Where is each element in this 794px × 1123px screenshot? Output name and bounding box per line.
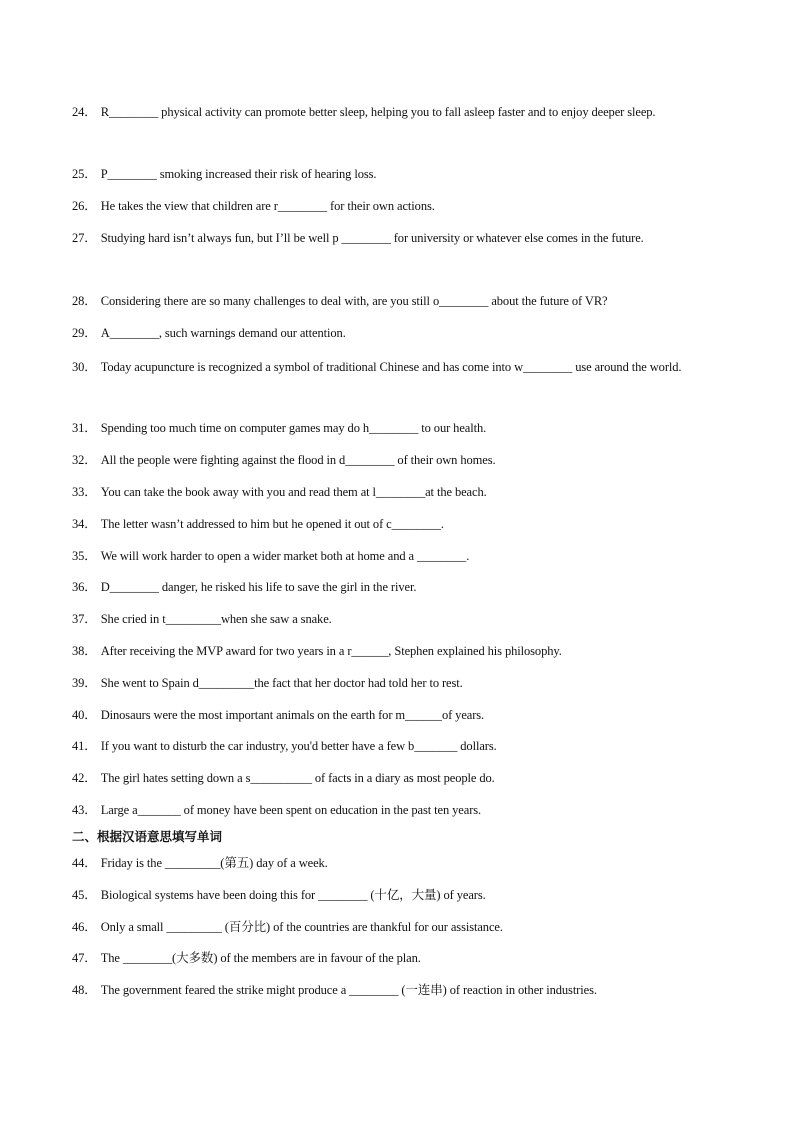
question-number: 28．	[72, 294, 97, 308]
question-number: 38．	[72, 644, 97, 658]
question-number: 47．	[72, 951, 97, 965]
question-text: Dinosaurs were the most important animals on the earth for m______of years.	[100, 708, 485, 722]
question-36	[72, 577, 732, 597]
question-text: Spending too much time on computer games may do h________ to our health.	[100, 421, 487, 435]
question-33	[72, 482, 732, 502]
question-text: He takes the view that children are r________ for their own actions.	[100, 199, 435, 213]
question-number: 35．	[72, 549, 97, 563]
question-29	[72, 323, 732, 343]
question-number: 33．	[72, 485, 97, 499]
question-30	[72, 351, 732, 383]
question-number: 37．	[72, 612, 97, 626]
question-number: 40．	[72, 708, 97, 722]
question-number: 46．	[72, 920, 97, 934]
question-text: You can take the book away with you and read them at l________at the beach.	[100, 485, 487, 499]
question-40	[72, 705, 732, 725]
question-text: The letter wasn’t addressed to him but he opened it out of c________.	[100, 517, 444, 531]
question-45	[72, 885, 732, 905]
question-text: A________, such warnings demand our attention.	[100, 326, 346, 340]
question-34	[72, 514, 732, 534]
question-35	[72, 546, 732, 566]
question-number: 32．	[72, 453, 97, 467]
question-43	[72, 800, 732, 820]
question-text: After receiving the MVP award for two years in a r______, Stephen explained his philosophy.	[100, 644, 562, 658]
question-text: We will work harder to open a wider market both at home and a ________.	[100, 549, 470, 563]
question-text: She went to Spain d_________the fact that her doctor had told her to rest.	[100, 676, 463, 690]
question-47	[72, 948, 732, 968]
section-title: 二、根据汉语意思填写单词	[72, 829, 223, 844]
question-32	[72, 450, 732, 470]
question-31	[72, 418, 732, 438]
question-number: 36．	[72, 580, 97, 594]
question-text: Studying hard isn’t always fun, but I’ll be well p ________ for university or whatever else comes in the future.	[100, 231, 644, 245]
question-number: 44．	[72, 856, 97, 870]
question-text: The girl hates setting down a s__________ of facts in a diary as most people do.	[100, 771, 495, 785]
question-text: If you want to disturb the car industry, you'd better have a few b_______ dollars.	[100, 739, 497, 753]
question-text: Only a small _________ (百分比) of the countries are thankful for our assistance.	[100, 920, 503, 934]
question-text: Considering there are so many challenges to deal with, are you still o________ about the future of VR?	[100, 294, 608, 308]
question-number: 39．	[72, 676, 97, 690]
question-text: Today acupuncture is recognized a symbol of traditional Chinese and has come into w________ use around the world.	[100, 360, 682, 374]
question-number: 25．	[72, 167, 97, 181]
question-text: Friday is the _________(第五) day of a week.	[100, 856, 328, 870]
question-text: P________ smoking increased their risk of hearing loss.	[100, 167, 377, 181]
question-text: Large a_______ of money have been spent on education in the past ten years.	[100, 803, 482, 817]
question-number: 30．	[72, 360, 97, 374]
question-27	[72, 228, 732, 248]
question-24	[72, 96, 732, 128]
question-number: 48．	[72, 983, 97, 997]
question-text: The government feared the strike might produce a ________ (一连串) of reaction in other industries.	[100, 983, 597, 997]
question-28	[72, 291, 732, 311]
question-44	[72, 853, 732, 873]
question-text: D________ danger, he risked his life to save the girl in the river.	[100, 580, 417, 594]
question-number: 41．	[72, 739, 97, 753]
question-46	[72, 917, 732, 937]
question-text: Biological systems have been doing this for ________ (十亿，大量) of years.	[100, 888, 486, 902]
question-number: 42．	[72, 771, 97, 785]
question-number: 45．	[72, 888, 97, 902]
question-25	[72, 164, 732, 184]
question-number: 34．	[72, 517, 97, 531]
question-26	[72, 196, 732, 216]
question-text: R________ physical activity can promote better sleep, helping you to fall asleep faster and to enjoy deeper sleep.	[100, 105, 656, 119]
question-number: 24．	[72, 105, 97, 119]
question-text: The ________(大多数) of the members are in favour of the plan.	[100, 951, 421, 965]
question-text: She cried in t_________when she saw a snake.	[100, 612, 332, 626]
question-number: 29．	[72, 326, 97, 340]
question-number: 26．	[72, 199, 97, 213]
question-number: 43．	[72, 803, 97, 817]
question-41	[72, 736, 732, 756]
question-number: 31．	[72, 421, 97, 435]
question-38	[72, 641, 732, 661]
question-39	[72, 673, 732, 693]
question-48	[72, 980, 732, 1000]
question-text: All the people were fighting against the flood in d________ of their own homes.	[100, 453, 496, 467]
question-37	[72, 609, 732, 629]
question-number: 27．	[72, 231, 97, 245]
question-42	[72, 768, 732, 788]
